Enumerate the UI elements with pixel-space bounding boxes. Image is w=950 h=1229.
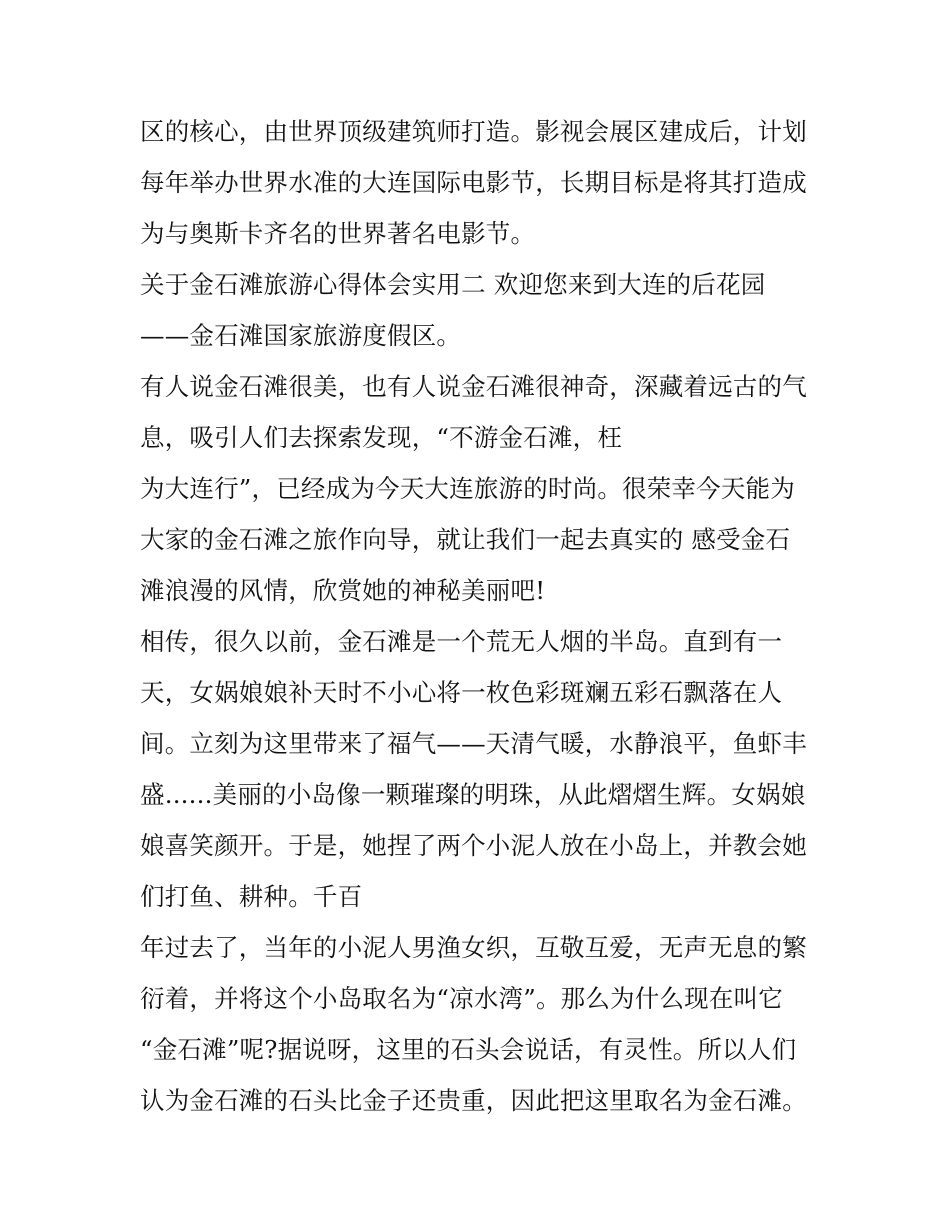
text-line: 相传，很久以前，金石滩是一个荒无人烟的半岛。直到有一 (140, 627, 783, 656)
text-line: 娘喜笑颜开。于是，她捏了两个小泥人放在小岛上，并教会她 (140, 831, 807, 860)
text-line: 年过去了，当年的小泥人男渔女织，互敬互爱，无声无息的繁 (140, 933, 807, 962)
text-line: 盛......美丽的小岛像一颗璀璨的明珠，从此熠熠生辉。女娲娘 (140, 780, 806, 809)
text-line: 区的核心，由世界顶级建筑师打造。影视会展区建成后，计划 (140, 117, 807, 146)
body-text (140, 106, 830, 1126)
text-line: 大家的金石滩之旅作向导，就让我们一起去真实的 感受金石 (140, 525, 791, 554)
text-line: “金石滩”呢?据说呀，这里的石头会说话，有灵性。所以人们 (140, 1035, 797, 1064)
text-line: 每年举办世界水准的大连国际电影节，长期目标是将其打造成 (140, 168, 807, 197)
text-line: 为大连行”，已经成为今天大连旅游的时尚。很荣幸今天能为 (140, 474, 795, 503)
text-line: 间。立刻为这里带来了福气——天清气暖，水静浪平，鱼虾丰 (140, 729, 807, 758)
text-line: 天，女娲娘娘补天时不小心将一枚色彩斑斓五彩石飘落在人 (140, 678, 783, 707)
text-line: 关于金石滩旅游心得体会实用二 欢迎您来到大连的后花园 (140, 270, 766, 299)
text-line: 们打鱼、耕种。千百 (140, 882, 363, 911)
text-line: 有人说金石滩很美，也有人说金石滩很神奇，深藏着远古的气 (140, 372, 807, 401)
text-line: 为与奥斯卡齐名的世界著名电影节。 (140, 219, 536, 248)
text-line: ——金石滩国家旅游度假区。 (140, 321, 462, 350)
text-line: 滩浪漫的风情，欣赏她的神秘美丽吧! (140, 576, 546, 605)
text-line: 息，吸引人们去探索发现，“不游金石滩，枉 (140, 423, 623, 452)
text-line: 衍着，并将这个小岛取名为“凉水湾”。那么为什么现在叫它 (140, 984, 783, 1013)
text-line: 认为金石滩的石头比金子还贵重，因此把这里取名为金石滩。 (140, 1086, 807, 1115)
